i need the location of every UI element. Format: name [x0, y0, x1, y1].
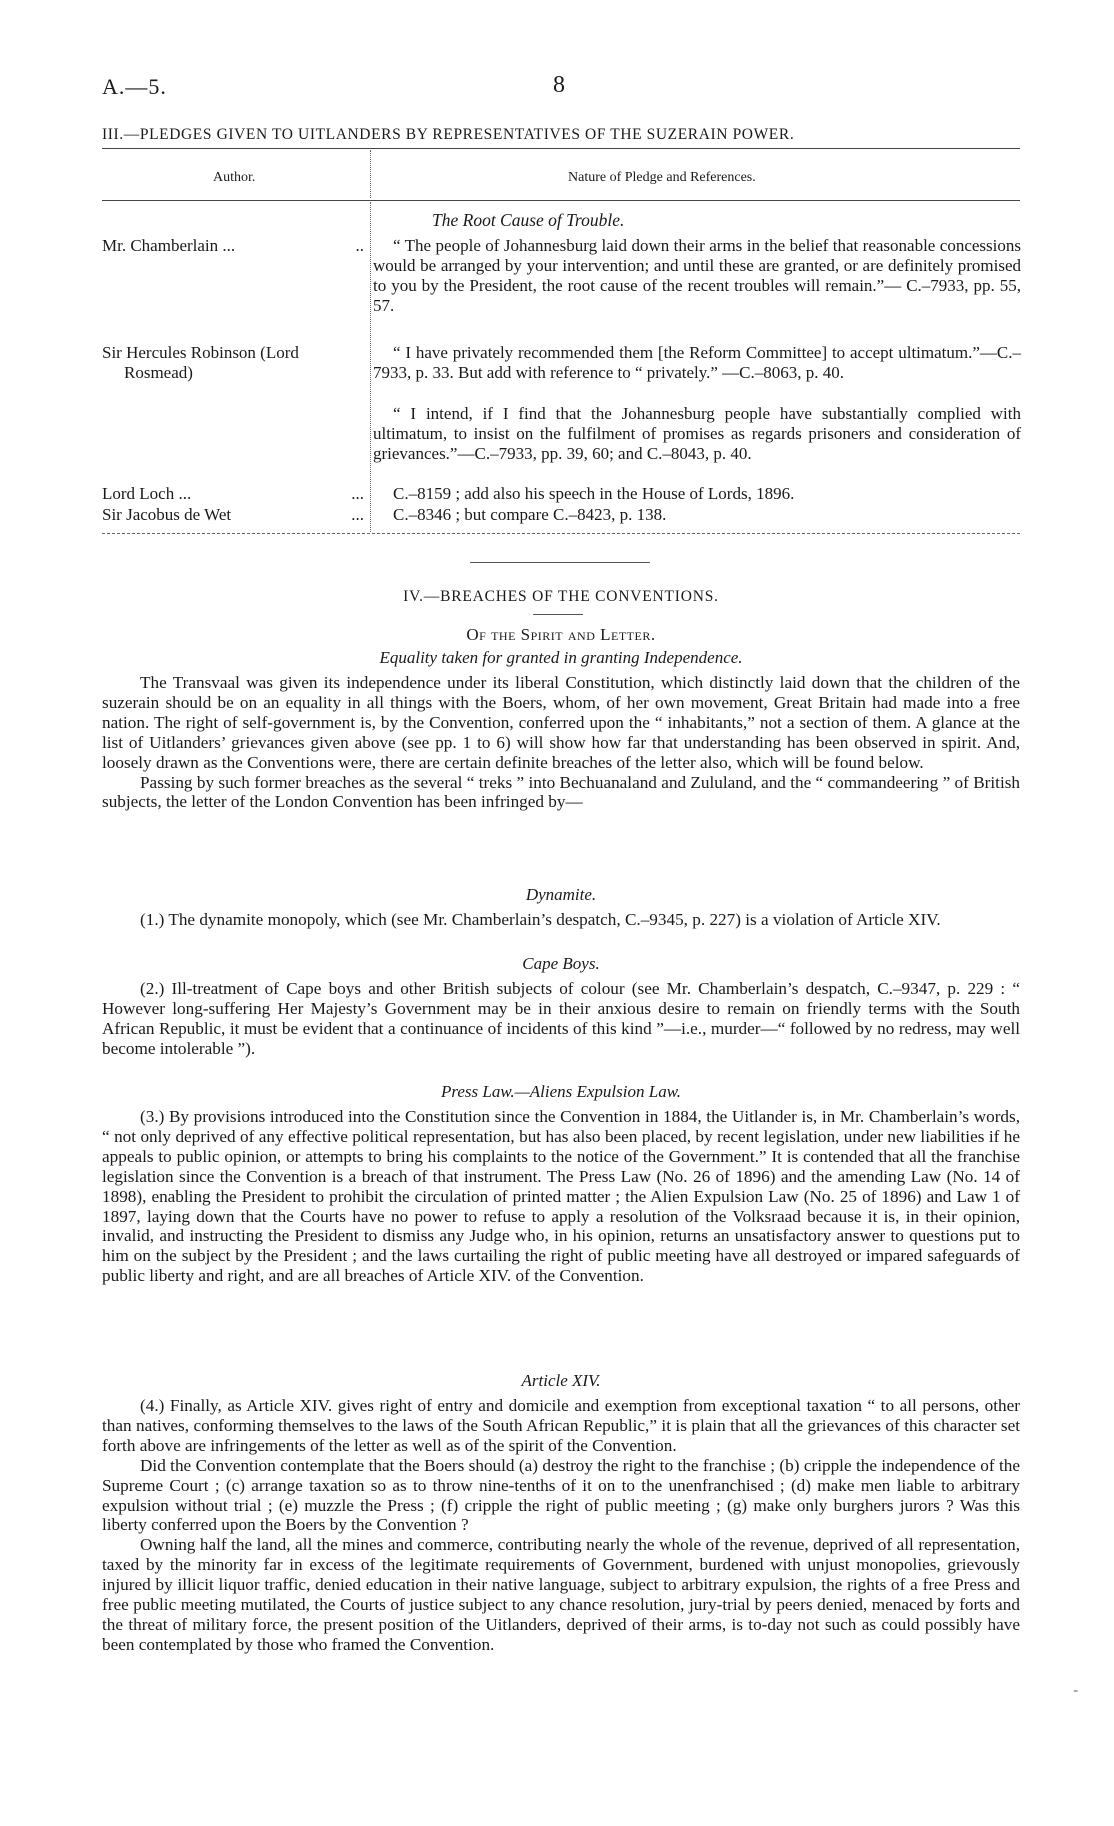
body-paragraph: (1.) The dynamite monopoly, which (see Mr. Chamberlain’s despatch, C.–9345, p. 227) is a violation of Article XIV. — [140, 910, 941, 929]
pledge-author: Mr. Chamberlain ... .. — [102, 236, 364, 255]
pledge-text: “ I intend, if I find that the Johannesburg people have substantially complied with ultimatum, to insist on the fulfilment of promises as regards prisoners and consideration of grievances.”—C.–7933, pp. 39, 60; and C.–8043, p. 40. — [373, 404, 1021, 463]
pledge-author: Sir Hercules Robinson (Lord Rosmead) — [102, 343, 299, 382]
column-header-author: Author. — [213, 170, 256, 185]
pledge-text: C.–8159 ; add also his speech in the House of Lords, 1896. — [393, 484, 795, 503]
header-rule — [102, 200, 1020, 201]
section-3-title: III.—PLEDGES GIVEN TO UITLANDERS BY REPRESENTATIVES OF THE SUZERAIN POWER. — [102, 126, 795, 143]
page-number: 8 — [553, 72, 565, 98]
pledge-text: “ I have privately recommended them [the Reform Committee] to accept ultimatum.”—C.–7933, p. 33. But add with reference to “ privately.” —C.–8063, p. 40. — [373, 343, 1021, 382]
column-header-nature: Nature of Pledge and References. — [568, 170, 756, 185]
pledge-text: C.–8346 ; but compare C.–8423, p. 138. — [393, 505, 667, 524]
equality-heading: Equality taken for granted in granting Independence. — [379, 648, 743, 667]
body-paragraph: (3.) By provisions introduced into the Constitution since the Convention in 1884, the Uitlander is, in Mr. Chamberlain’s words, “ not only deprived of any effective political representation, but has also been placed, by recent legislation, under new liabilities if he appeals to public opinion, or attempts to bring his complaints to the notice of the Government.” It is contended that all the franchise legislation since the Convention is a breach of that instrument. The Press Law (No. 26 of 1896) and the amending Law (No. 14 of 1898), enabling the President to prohibit the circulation of printed matter ; the Alien Expulsion Law (No. 25 of 1896) and Law 1 of 1897, laying down that the Courts have no power to refuse to apply a resolution of the Volksraad because it is, in their opinion, invalid, and instructing the President to dismiss any Judge who, in his opinion, returns an unsatisfactory answer to questions put to him on the subject by the President ; and the laws curtailing the right of public meeting have all destroyed or impared safeguards of public liberty and right, and are all breaches of Article XIV. of the Convention. — [102, 1107, 1020, 1286]
margin-mark: - — [1073, 1683, 1078, 1698]
pledge-subheading: The Root Cause of Trouble. — [432, 210, 625, 230]
body-paragraph: The Transvaal was given its independence under its liberal Constitution, which distinctly laid down that the children of the suzerain should be on an equality in all things with the Boers, whom, of her own movement, Great Britain had made into a free nation. The right of self-government is, by the Convention, conferred upon the “ inhabitants,” not a section of them. A glance at the list of Uitlanders’ grievances given above (see pp. 1 to 6) will show how far that understanding has been observed in spirit. And, loosely drawn as the Conventions were, there are certain definite breaches of the letter also, which will be found below. Passing by such former breaches as the several “ treks ” into Bechuanaland and Zululand, and the “ commandeering ” of British subjects, the letter of the London Convention has been infringed by— — [102, 673, 1020, 812]
document-reference: A.—5. — [102, 74, 167, 99]
title-rule — [102, 148, 1020, 149]
pledge-text: “ The people of Johannesburg laid down their arms in the belief that reasonable concessions would be arranged by your intervention; and until these are granted, or are definitely promised to you by the President, the root cause of the recent troubles will remain.”— C.–7933, pp. 55, 57. — [373, 236, 1021, 315]
body-paragraph: (2.) Ill-treatment of Cape boys and other British subjects of colour (see Mr. Chamberlain’s despatch, C.–9347, p. 229 : “ However long-suffering Her Majesty’s Government may be in their anxious desire to remain on friendly terms with the South African Republic, it must be evident that a continuance of incidents of this kind ”—i.e., murder—“ followed by no redress, may well become intolerable ”). — [102, 979, 1020, 1058]
pledge-author: Lord Loch ... ... — [102, 484, 364, 503]
section-separator — [470, 562, 650, 563]
column-divider — [370, 202, 371, 532]
press-law-heading: Press Law.—Aliens Expulsion Law. — [440, 1082, 682, 1101]
dynamite-heading: Dynamite. — [525, 885, 597, 904]
column-divider-top — [370, 150, 371, 198]
pledge-author: Sir Jacobus de Wet ... — [102, 505, 364, 524]
body-paragraph: (4.) Finally, as Article XIV. gives right of entry and domicile and exemption from exceptional taxation “ to all persons, other than natives, conforming themselves to the laws of the South African Republic,” it is plain that all the grievances of this character set forth above are infringements of the letter as well as of the spirit of the Convention. Did the Convention contemplate that the Boers should (a) destroy the right to the franchise ; (b) cripple the independence of the Supreme Court ; (c) arrange taxation so as to throw nine-tenths of it on to the unenfranchised ; (d) make men liable to arbitrary expulsion without trial ; (e) muzzle the Press ; (f) cripple the right of public meeting ; (g) make only burghers jurors ? Was this liberty conferred upon the Boers by the Convention ? Owning half the land, all the mines and commerce, contributing nearly the whole of the revenue, deprived of all representation, taxed by the minority far in excess of the legitimate requirements of Government, burdened with unjust monopolies, grievously injured by illicit liquor traffic, denied education in their native language, subject to arbitrary expulsion, the rights of a free Press and free public meeting mutilated, the Courts of justice subject to any chance resolution, jury-trial by peers denied, menaced by forts and the threat of military force, the present position of the Uitlanders, deprived of their arms, is to-day not such as could possibly have been contemplated by those who framed the Convention. — [102, 1396, 1020, 1654]
table-bottom-rule — [102, 533, 1020, 534]
cape-boys-heading: Cape Boys. — [522, 954, 600, 973]
section-4-title: IV.—BREACHES OF THE CONVENTIONS. — [403, 588, 719, 605]
section-4-subtitle: Of the Spirit and Letter. — [466, 625, 656, 644]
article-xiv-heading: Article XIV. — [521, 1371, 601, 1390]
section-4-rule — [533, 614, 583, 615]
